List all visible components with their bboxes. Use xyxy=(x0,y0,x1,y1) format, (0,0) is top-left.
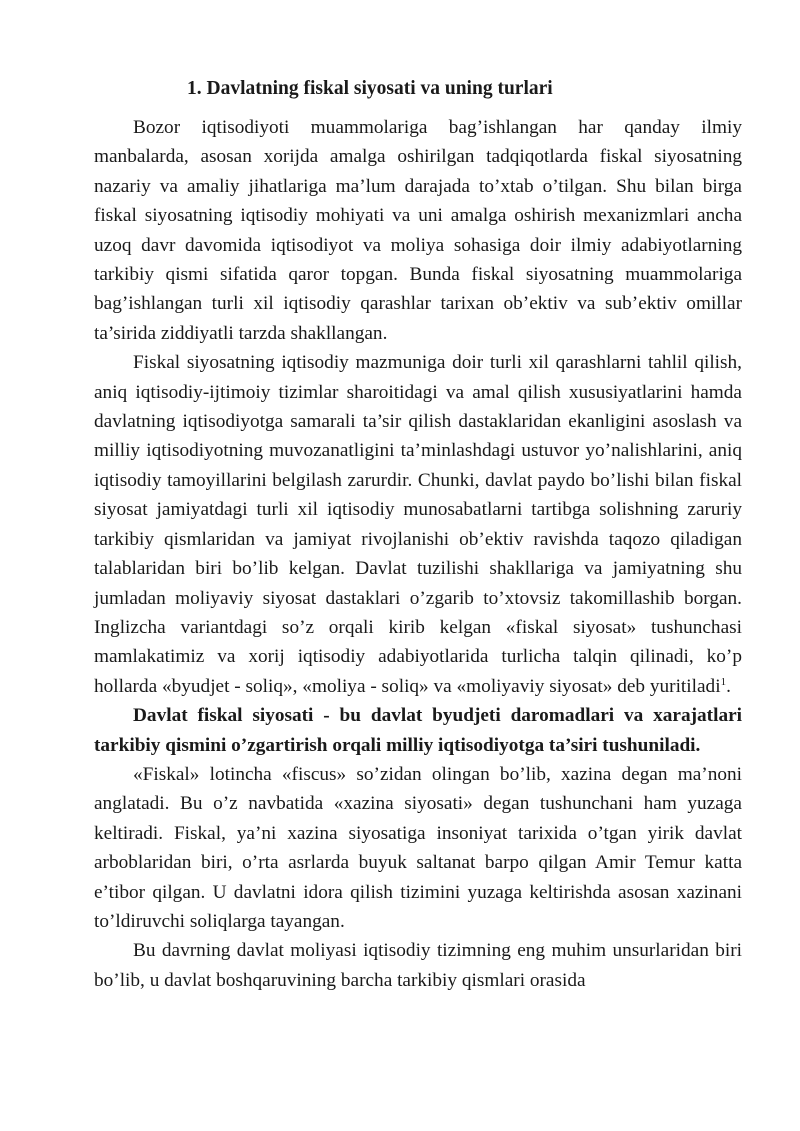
footnote-reference[interactable]: 1 xyxy=(720,675,727,688)
paragraph-1: Bozor iqtisodiyoti muammolariga bag’ishlangan har qanday ilmiy manbalarda, asosan xorijda amalga oshirilgan tadqiqotlarda fiskal siyosatning nazariy va amaliy jihatlariga ma’lum darajada to’xtab o’tilgan. Shu bilan birga fiskal siyosatning iqtisodiy mohiyati va uni amalga oshirish mexanizmlari ancha uzoq davr davomida iqtisodiyot va moliya sohasiga doir ilmiy adabiyotlarning tarkibiy qismi sifatida qaror topgan. Bunda fiskal siyosatning muammolariga bag’ishlangan turli xil iqtisodiy qarashlar tarixan ob’ektiv va sub’ektiv omillar ta’sirida ziddiyatli tarzda shakllangan. xyxy=(94,117,742,344)
paragraph-5: Bu davrning davlat moliyasi iqtisodiy tizimning eng muhim unsurlaridan biri bo’lib, u davlat boshqaruvining barcha tarkibiy qismlari orasida xyxy=(94,940,742,991)
definition-paragraph: Davlat fiskal siyosati - bu davlat byudjeti daromadlari va xarajatlari tarkibiy qismini o’zgartirish orqali milliy iqtisodiyotga ta’siri tushuniladi. xyxy=(94,705,742,756)
paragraph-2-end: . xyxy=(726,675,731,697)
paragraph-2 xyxy=(94,348,742,701)
section-heading: 1. Davlatning fiskal siyosati va uning turlari xyxy=(187,78,553,99)
paragraph-2-text: Fiskal siyosatning iqtisodiy mazmuniga doir turli xil qarashlarni tahlil qilish, aniq iqtisodiy-ijtimoiy tizimlar sharoitidagi va amal qilish xususiyatlarini hamda davlatning iqtisodiyotga samarali ta’sir qilish dastaklaridan ekanligini asoslash va milliy iqtisodiyotning muvozanatligini ta’minlashdagi ustuvor yo’nalishlarini, aniq iqtisodiy tamoyillarini belgilash zarurdir. Chunki, davlat paydo bo’lishi bilan fiskal siyosat jamiyatdagi turli xil iqtisodiy munosabatlarni tartibga solishning zaruriy tarkibiy qismlaridan va jamiyat rivojlanishi ob’ektiv ravishda taqozo qiladigan talablaridan biri bo’lib kelgan. Davlat tuzilishi shakllariga va jamiyatning shu jumladan moliyaviy siyosat dastaklari o’zgarib to’xtovsiz takomillashib borgan. Inglizcha variantdagi so’z orqali kirib kelgan «fiskal siyosat» tushunchasi mamlakatimiz va xorij iqtisodiy adabiyotlarida turlicha talqin qilinadi, ko’p hollarda «byudjet - soliq», «moliya - soliq» va «moliyaviy siyosat» deb yuritiladi xyxy=(94,352,742,697)
paragraph-4: «Fiskal» lotincha «fiscus» so’zidan olingan bo’lib, xazina degan ma’noni anglatadi. Bu o’z navbatida «xazina siyosati» degan tushunchani ham yuzaga keltiradi. Fiskal, ya’ni xazina siyosatiga insoniyat tarixida o’tgan yirik davlat arboblaridan biri, o’rta asrlarda buyuk saltanat barpo qilgan Amir Temur katta e’tibor qilgan. U davlatni idora qilish tizimini yuzaga keltirishda asosan xazinani to’ldiruvchi soliqlarga tayangan. xyxy=(94,763,742,932)
